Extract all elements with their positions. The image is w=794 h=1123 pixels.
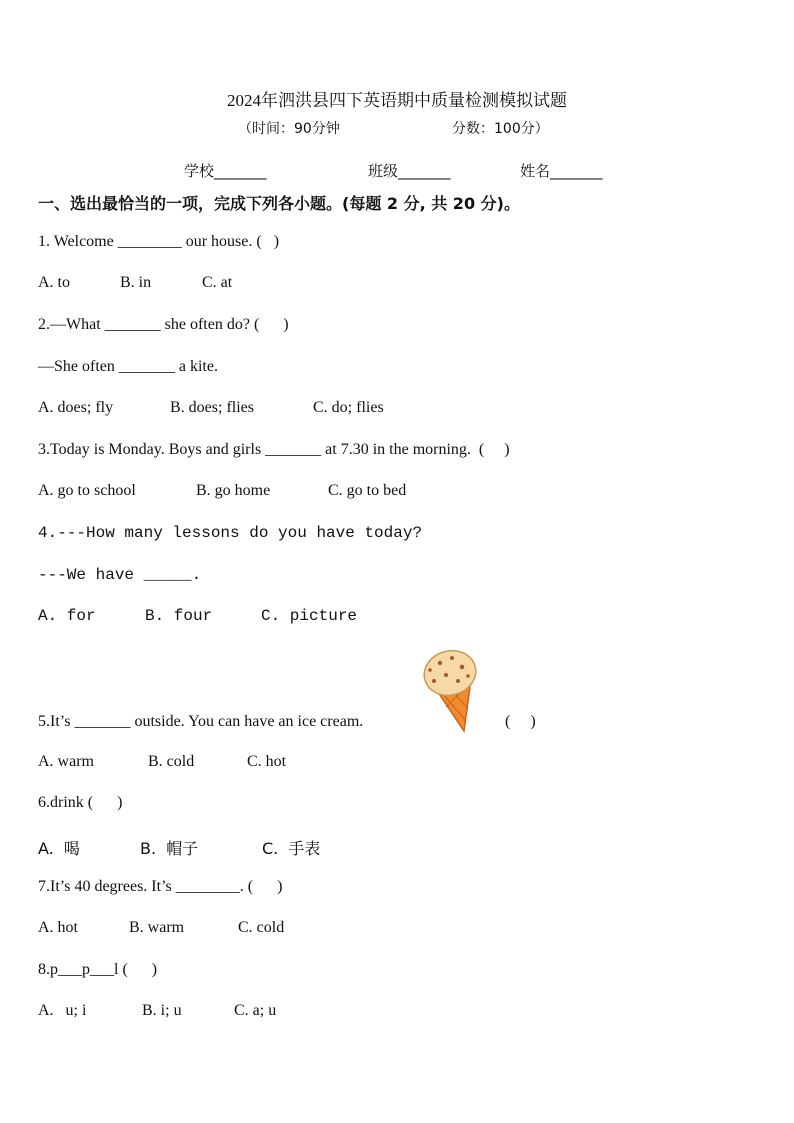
q1-option-a: A. to: [38, 274, 70, 291]
q4-option-b: B. four: [145, 607, 213, 625]
q3-option-c: C. go to bed: [328, 482, 407, 499]
q7-option-a: A. hot: [38, 919, 78, 936]
q4-option-c: C. picture: [261, 607, 358, 625]
question-6-stem: 6.drink ( ): [38, 794, 123, 811]
q6-option-b: B. 帽子: [140, 839, 199, 858]
q3-option-a: A. go to school: [38, 482, 136, 499]
q5-option-c: C. hot: [247, 753, 287, 770]
q8-option-b: B. i; u: [142, 1002, 182, 1019]
q2-option-a: A. does; fly: [38, 399, 114, 416]
q2-option-c: C. do; flies: [313, 399, 384, 416]
question-2-stem-line2: —She often _______ a kite.: [38, 358, 218, 375]
q2-option-b: B. does; flies: [170, 399, 254, 416]
question-1-stem: 1. Welcome ________ our house. ( ): [38, 233, 280, 250]
question-7-stem: 7.It’s 40 degrees. It’s ________. ( ): [38, 878, 283, 895]
exam-time: （时间：90分钟: [238, 121, 340, 137]
q4-option-a: A. for: [38, 607, 96, 625]
q8-option-c: C. a; u: [234, 1002, 277, 1019]
school-field: 学校_______: [184, 162, 267, 180]
q3-option-b: B. go home: [196, 482, 271, 499]
ice-cream-icon: [416, 643, 490, 735]
name-field: 姓名_______: [520, 162, 603, 180]
question-5-answer-paren: ( ): [505, 713, 536, 730]
q5-option-a: A. warm: [38, 753, 94, 770]
q6-option-c: C. 手表: [262, 839, 321, 858]
q7-option-b: B. warm: [129, 919, 185, 936]
question-5-stem: 5.It’s _______ outside. You can have an ice cream.: [38, 713, 364, 730]
question-8-stem: 8.p___p___l ( ): [38, 961, 158, 978]
question-4-stem: 4.---How many lessons do you have today?: [38, 524, 423, 542]
section-heading: 一、选出最恰当的一项，完成下列各小题。(每题 2 分, 共 20 分)。: [38, 194, 520, 213]
page-title: 2024年泗洪县四下英语期中质量检测模拟试题: [227, 91, 567, 110]
q8-option-a: A. u; i: [38, 1002, 87, 1019]
q7-option-c: C. cold: [238, 919, 285, 936]
q1-option-c: C. at: [202, 274, 233, 291]
class-field: 班级_______: [368, 162, 451, 180]
exam-score: 分数：100分）: [452, 121, 549, 137]
question-2-stem: 2.—What _______ she often do? ( ): [38, 316, 289, 333]
q5-option-b: B. cold: [148, 753, 195, 770]
q1-option-b: B. in: [120, 274, 152, 291]
question-4-stem-line2: ---We have _____.: [38, 566, 202, 584]
question-3-stem: 3.Today is Monday. Boys and girls _______ at 7.30 in the morning. ( ): [38, 441, 510, 458]
q6-option-a: A. 喝: [38, 839, 80, 858]
